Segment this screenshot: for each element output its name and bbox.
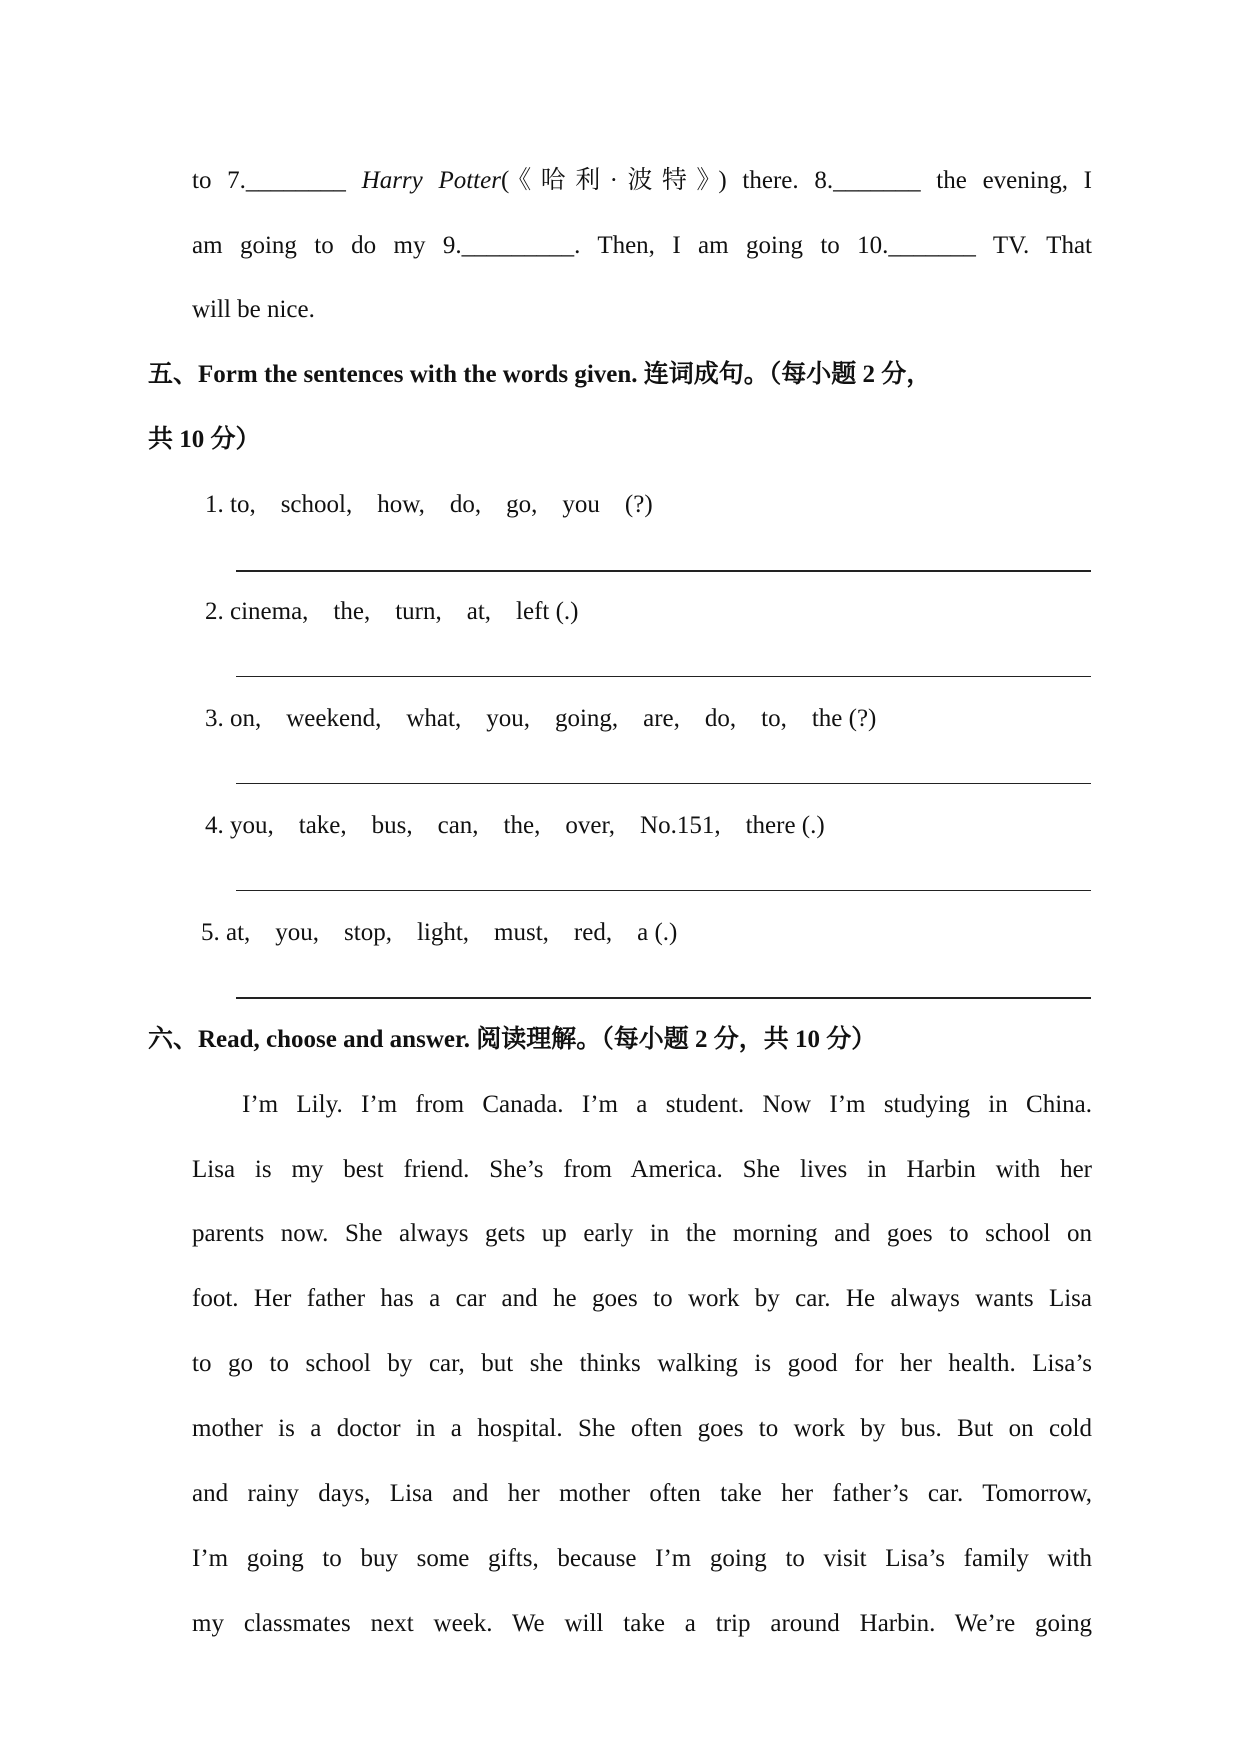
passage-line-1 (192, 168, 1092, 193)
question-4: 4. you, take, bus, can, the, over, No.151, there (.) (205, 812, 825, 839)
passage-line: I’m going to buy some gifts, because I’m going to visit Lisa’s family with (192, 1545, 1092, 1572)
section-5-heading: 五、Form the sentences with the words given. 连词成句。（每小题 2 分， (148, 361, 932, 388)
question-1: 1. to, school, how, do, go, you (?) (205, 491, 653, 518)
passage-line-2: am going to do my 9._________. Then, I am going to 10._______ TV. That (192, 232, 1092, 259)
passage-line: parents now. She always gets up early in the morning and goes to school on (192, 1220, 1092, 1247)
passage-line: mother is a doctor in a hospital. She often goes to work by bus. But on cold (192, 1415, 1092, 1442)
passage-line: I’m Lily. I’m from Canada. I’m a student. Now I’m studying in China. (242, 1091, 1092, 1118)
book-title: Harry Potter (361, 167, 501, 194)
section-6-heading: 六、Read, choose and answer. 阅读理解。（每小题 2 分，共 10 分） (148, 1026, 877, 1053)
question-3: 3. on, weekend, what, you, going, are, do, to, the (?) (205, 705, 877, 732)
question-5: 5. at, you, stop, light, must, red, a (.) (201, 919, 678, 946)
passage-line: my classmates next week. We will take a trip around Harbin. We’re going (192, 1610, 1092, 1637)
text-segment: (《哈利·波特》) there. 8._______ the evening, I (500, 167, 1092, 194)
answer-line-2[interactable] (236, 676, 1091, 677)
answer-line-1[interactable] (236, 570, 1091, 572)
passage-line: foot. Her father has a car and he goes to work by car. He always wants Lisa (192, 1285, 1092, 1312)
passage-line: and rainy days, Lisa and her mother often take her father’s car. Tomorrow, (192, 1480, 1092, 1507)
question-2: 2. cinema, the, turn, at, left (.) (205, 598, 579, 625)
answer-line-4[interactable] (236, 890, 1091, 891)
text-segment: to 7.________ (192, 167, 362, 194)
answer-line-5[interactable] (236, 997, 1091, 999)
passage-line: to go to school by car, but she thinks walking is good for her health. Lisa’s (192, 1350, 1092, 1377)
passage-line-3: will be nice. (192, 296, 315, 323)
answer-line-3[interactable] (236, 783, 1091, 784)
section-5-heading-cont: 共 10 分） (148, 426, 261, 453)
passage-line: Lisa is my best friend. She’s from America. She lives in Harbin with her (192, 1156, 1092, 1183)
